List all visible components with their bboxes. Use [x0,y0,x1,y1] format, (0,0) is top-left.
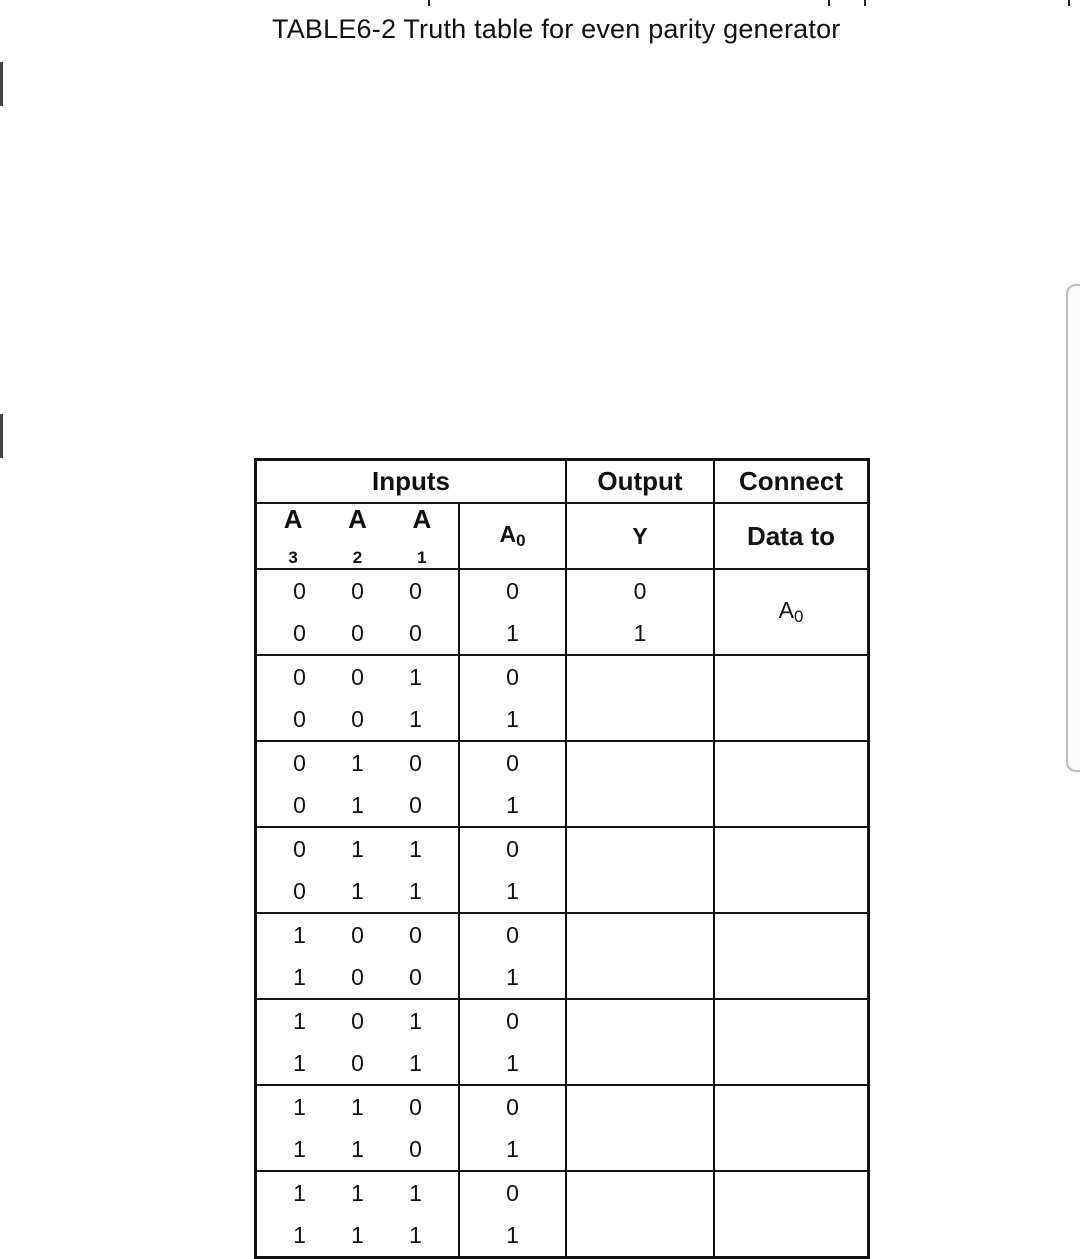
a1-value: 0 [409,964,422,990]
a3-value: 0 [293,878,306,904]
a3-value: 1 [293,1050,306,1076]
output-cell [566,655,714,741]
a3-value: 1 [293,1136,306,1162]
output-cell [566,999,714,1085]
a0-cell [459,1085,566,1171]
input-bits-cell [256,569,460,655]
a1-value: 0 [409,578,422,604]
connect-header: Connect [714,460,869,504]
tick-mark [428,0,430,6]
a0-value: 0 [506,664,519,690]
a0-value: 0 [506,922,519,948]
connect-cell [714,655,869,741]
input-bits-cell [256,1085,460,1171]
table-row-group [256,1171,869,1258]
a2-value: 0 [351,964,364,990]
a1-value: 1 [409,1180,422,1206]
a2-value: 1 [351,750,364,776]
a3-value: 1 [293,964,306,990]
a2-value: 1 [351,836,364,862]
a3-value: 1 [293,1094,306,1120]
connect-cell [714,1085,869,1171]
output-value [567,1042,713,1084]
a1-value: 0 [409,1094,422,1120]
a0-cell [459,999,566,1085]
a2-value: 1 [351,1222,364,1248]
a0-value: 1 [506,878,519,904]
a1-value: 1 [409,836,422,862]
table-row-group [256,827,869,913]
output-cell [566,569,714,655]
a1-value: 0 [409,620,422,646]
a0-value: 1 [506,706,519,732]
a1-value: 0 [409,750,422,776]
output-value [567,1128,713,1170]
output-value [567,956,713,998]
a2-value: 1 [351,1136,364,1162]
table-row-group [256,569,869,655]
a0-value: 1 [506,1136,519,1162]
side-panel-handle[interactable] [1066,284,1080,772]
a2-value: 0 [351,1050,364,1076]
a2-value: 0 [351,706,364,732]
input-bits-cell [256,1171,460,1258]
input-bits-cell [256,741,460,827]
output-value [567,656,713,698]
left-edge-mark [0,414,3,458]
a1-value: 1 [409,878,422,904]
a0-cell [459,913,566,999]
output-value [567,1214,713,1256]
subheader-row [256,503,869,569]
a0-value: 1 [506,620,519,646]
output-value [567,698,713,740]
input-bits-cell [256,913,460,999]
connect-cell [714,569,869,655]
output-symbol: Y [566,503,714,569]
a2-value: 0 [351,1008,364,1034]
input-bits-cell [256,655,460,741]
connect-cell [714,741,869,827]
a3-value: 1 [293,1222,306,1248]
connect-cell [714,1171,869,1258]
input-bits-cell [256,999,460,1085]
a3-value: 1 [293,1008,306,1034]
table-caption: TABLE6-2 Truth table for even parity generator [272,14,841,44]
output-cell [566,827,714,913]
output-cell [566,741,714,827]
output-value [567,870,713,912]
table-row-group [256,913,869,999]
a3-value: 0 [293,792,306,818]
a0-value: 1 [506,964,519,990]
a1-value: 0 [409,922,422,948]
table-row-group [256,655,869,741]
a3-value: 1 [293,1180,306,1206]
a1-value: 0 [409,1136,422,1162]
a0-value: 0 [506,578,519,604]
output-value [567,1000,713,1042]
a2-value: 1 [351,1180,364,1206]
a0-value: 0 [506,1180,519,1206]
inputs-header: Inputs [256,460,567,504]
a3-value: 0 [293,706,306,732]
a2-value: 1 [351,792,364,818]
output-value [567,828,713,870]
output-value [567,914,713,956]
table-row-group [256,741,869,827]
a1-value: 0 [409,792,422,818]
a2-value: 0 [351,664,364,690]
a0-cell [459,569,566,655]
a2-value: 1 [351,1094,364,1120]
a3-value: 0 [293,836,306,862]
a1-value: 1 [409,1008,422,1034]
a3-value: 0 [293,578,306,604]
a2-label: $A_2$ [348,504,367,567]
output-value [567,784,713,826]
a2-value: 0 [351,620,364,646]
output-value [567,1172,713,1214]
a0-value: 0 [506,1094,519,1120]
connect-value: $A_0$ [778,597,804,626]
a1-value: 1 [409,1050,422,1076]
table-row-group [256,999,869,1085]
output-value: 1 [633,620,647,646]
input-bits-header [256,503,460,569]
output-cell [566,1171,714,1258]
a0-label: $A_0$ [459,503,566,569]
tick-mark [1068,0,1070,6]
a0-cell [459,655,566,741]
a3-value: 0 [293,664,306,690]
connect-cell [714,999,869,1085]
a2-value: 0 [351,922,364,948]
a2-value: 0 [351,578,364,604]
output-cell [566,1085,714,1171]
table-row-group [256,1085,869,1171]
a0-cell [459,827,566,913]
a1-value: 1 [409,706,422,732]
a3-value: 1 [293,922,306,948]
input-bits-cell [256,827,460,913]
output-cell [566,913,714,999]
connect-subheader: Data to [714,503,869,569]
a0-value: 1 [506,792,519,818]
a0-value: 1 [506,1222,519,1248]
a3-value: 0 [293,750,306,776]
a0-value: 0 [506,750,519,776]
a2-value: 1 [351,878,364,904]
output-header: Output [566,460,714,504]
a3-label: $A_3$ [283,504,303,567]
output-value [567,742,713,784]
a3-value: 0 [293,620,306,646]
header-row [256,460,869,504]
output-value: 0 [633,578,647,604]
output-value [567,1086,713,1128]
a0-value: 1 [506,1050,519,1076]
left-edge-mark [0,62,3,106]
a0-value: 0 [506,836,519,862]
a1-value: 1 [409,664,422,690]
a0-cell [459,1171,566,1258]
a0-value: 0 [506,1008,519,1034]
a1-label: $A_1$ [412,504,432,567]
a1-value: 1 [409,1222,422,1248]
truth-table [254,458,870,1259]
connect-cell [714,913,869,999]
tick-mark [828,0,830,6]
tick-mark [864,0,866,6]
a0-cell [459,741,566,827]
connect-cell [714,827,869,913]
